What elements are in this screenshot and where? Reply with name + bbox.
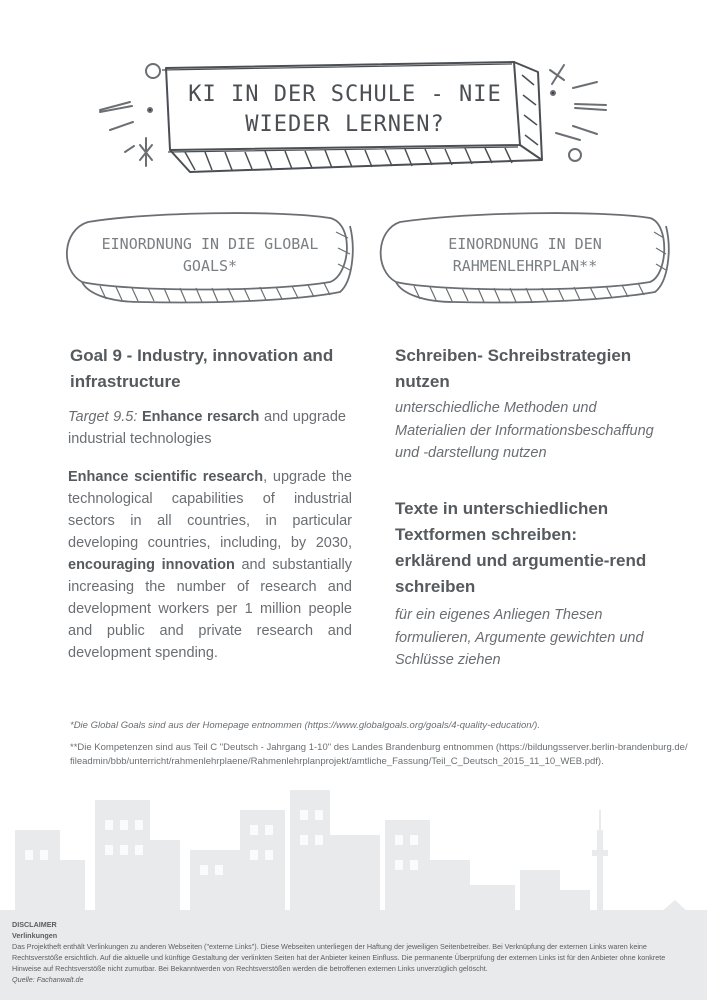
footnote-rahmenlehrplan: **Die Kompetenzen sind aus Teil C "Deutsch - Jahrgang 1-10" des Landes Brandenburg entnommen (https://bildungsserver.berlin-brandenburg.de/fileadmin/bbb/unterricht/rahmenlehrplaene/Rahmenlehrplanprojekt/amtliche_Fassung/Teil_C_Deutsch_2015_11_10_WEB.pdf). [70, 742, 688, 767]
curriculum-item-1: unterschiedliche Methoden und Materialien der Informationsbeschaffung und -darstellung nutzen [395, 400, 654, 461]
target-text [68, 406, 346, 450]
body-bold-1: Enhance scientific research [68, 469, 264, 485]
disclaimer-source: Quelle: Fachanwalt.de [12, 975, 84, 984]
target-prefix: Target 9.5: [68, 409, 138, 425]
body-text-1: , upgrade the technological capabilities of industrial sectors in all countries, in particular developing countries, including, by 2030, [68, 469, 352, 551]
body-text-2: and substantially increasing the number of research and development workers per 1 million people and public and private research and development spending. [68, 557, 352, 661]
goal-description [68, 466, 352, 664]
target-rest: and upgrade industrial technologies [68, 409, 347, 447]
body-bold-2: encouraging innovation [68, 557, 235, 573]
footnote-global-goals: *Die Global Goals sind aus der Homepage entnommen (https://www.globalgoals.org/goals/4-quality-education/). [70, 720, 540, 731]
page-title: KI IN DER SCHULE - NIE WIEDER LERNEN? [188, 82, 502, 137]
disclaimer-subheading: Verlinkungen [12, 931, 58, 940]
curriculum-item-2: für ein eigenes Anliegen Thesen formulieren, Argumente gewichten und Schlüsse ziehen [395, 607, 644, 668]
disclaimer-heading: DISCLAIMER [12, 920, 57, 929]
bubble-left-title: EINORDNUNG IN DIE GLOBAL GOALS* [101, 235, 319, 275]
disclaimer-text: Das Projektheft enthält Verlinkungen zu anderen Webseiten ("externe Links"). Diese Webseiten unterliegen der Haftung der jeweiligen Seitenbetreiber. Bei Verknüpfung der externen Links waren keine Rechtsverstöße ersichtlich. Auf die aktuelle und künftige Gestaltung der verlinkten Seiten hat der Anbieter keinen Einfluss. Die permanente Überprüfung der externen Links ist für den Anbieter ohne konkrete Hinweise auf Rechtsverstöße nicht zumutbar. Bei Bekanntwerden von Rechtsverstößen werden die betroffenen externen Links unverzüglich gelöscht. [12, 942, 666, 973]
disclaimer [12, 919, 696, 985]
curriculum-heading-2: Texte in unterschiedlichen Textformen schreiben: erklärend und argumentie-rend schreiben [395, 499, 647, 596]
curriculum-heading-1: Schreiben- Schreibstrategien nutzen [395, 346, 632, 391]
target-bold: Enhance resarch [141, 409, 260, 425]
bubble-right-title: EINORDNUNG IN DEN RAHMENLEHRPLAN** [448, 235, 602, 275]
goal-title: Goal 9 - Industry, innovation and infrastructure [70, 346, 334, 391]
